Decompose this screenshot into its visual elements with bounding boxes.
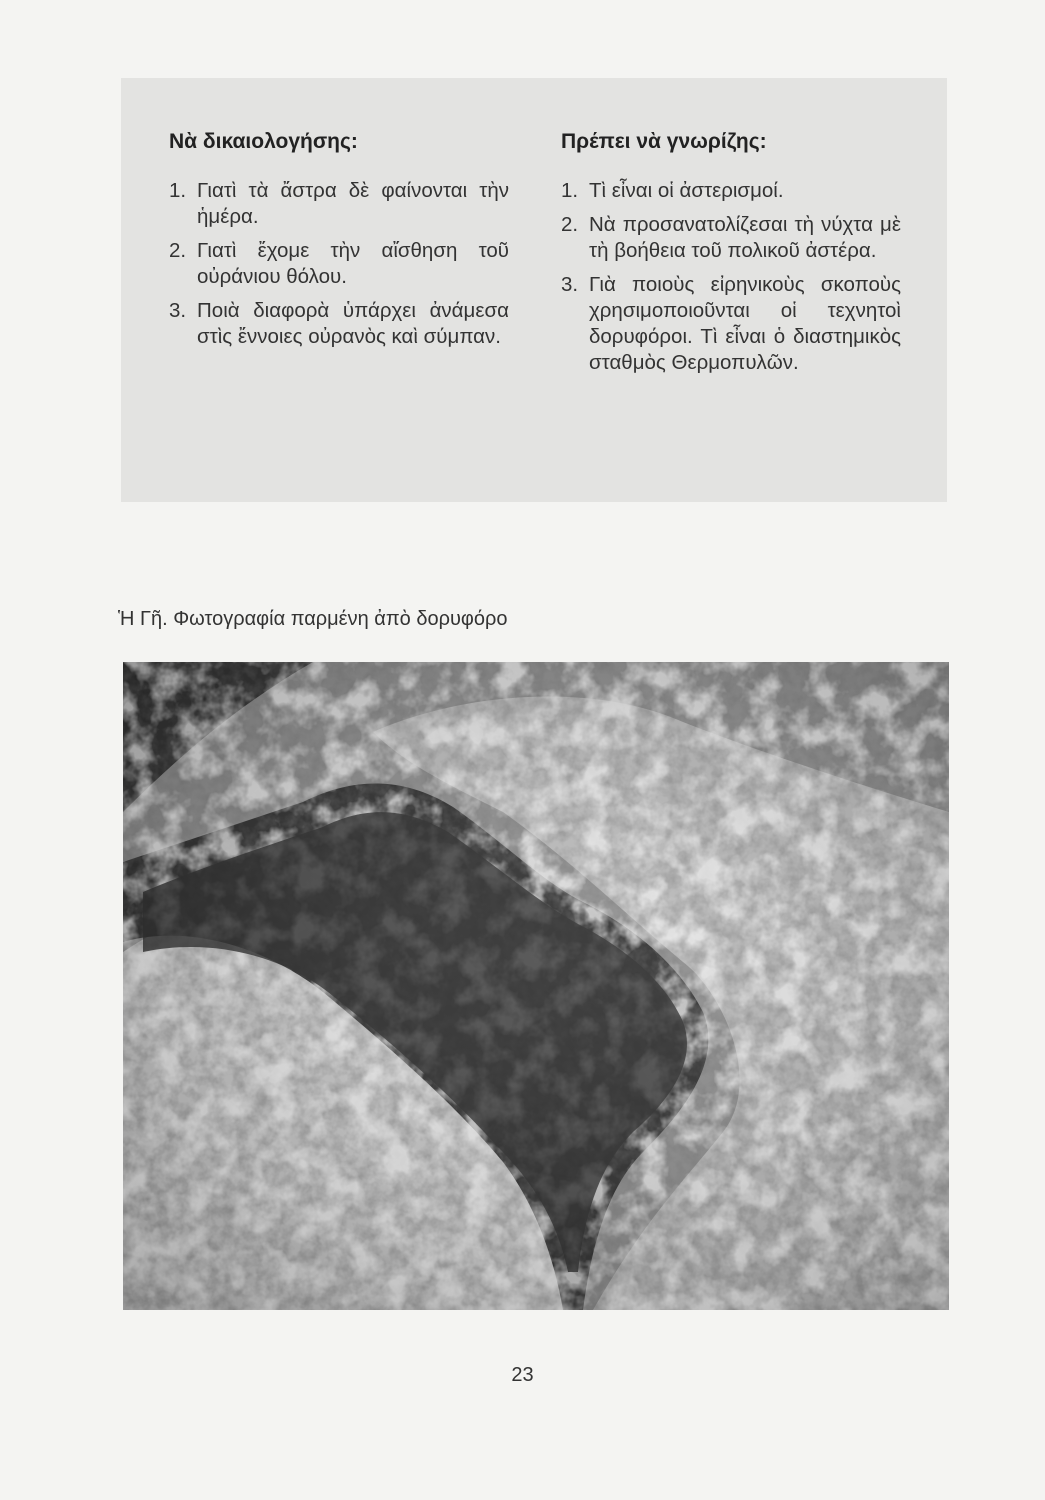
item-text: Νὰ προσανατολίζεσαι τὴ νύχτα μὲ τὴ βοήθεια τοῦ πολικοῦ ἀστέρα. bbox=[589, 213, 901, 262]
item-number: 3. bbox=[169, 299, 187, 322]
list-item bbox=[169, 238, 509, 290]
exercise-box bbox=[121, 78, 947, 502]
photo-caption: Ἡ Γῆ. Φωτογραφία παρμένη ἀπὸ δορυφόρο bbox=[118, 608, 508, 630]
item-text: Γιὰ ποιοὺς εἰρηνικοὺς σκοποὺς χρησιμοποιοῦνται οἱ τεχνητοὶ δορυφόροι. Τὶ εἶναι ὁ διαστημικὸς σταθμὸς Θερμοπυλῶν. bbox=[589, 273, 901, 374]
list-item bbox=[169, 298, 509, 350]
list-item bbox=[169, 178, 509, 230]
item-text: Γιατὶ τὰ ἄστρα δὲ φαίνονται τὴν ἡμέρα. bbox=[197, 179, 509, 228]
list-item bbox=[561, 272, 901, 376]
item-number: 2. bbox=[561, 213, 579, 236]
justify-list bbox=[169, 178, 509, 358]
section-heading-justify: Νὰ δικαιολογήσης: bbox=[169, 130, 358, 153]
page-number: 23 bbox=[511, 1364, 534, 1386]
item-number: 3. bbox=[561, 273, 579, 296]
satellite-earth-photo bbox=[123, 662, 949, 1310]
list-item bbox=[561, 178, 901, 204]
section-heading-know: Πρέπει νὰ γνωρίζης: bbox=[561, 130, 767, 153]
item-text: Ποιὰ διαφορὰ ὑπάρχει ἀνάμεσα στὶς ἔννοιες οὐρανὸς καὶ σύμπαν. bbox=[197, 299, 509, 348]
item-number: 1. bbox=[169, 179, 187, 202]
know-list bbox=[561, 178, 901, 384]
item-number: 1. bbox=[561, 179, 579, 202]
item-text: Τὶ εἶναι οἱ ἀστερισμοί. bbox=[589, 179, 784, 202]
list-item bbox=[561, 212, 901, 264]
item-text: Γιατὶ ἔχομε τὴν αἴσθηση τοῦ οὐράνιου θόλου. bbox=[197, 239, 509, 288]
item-number: 2. bbox=[169, 239, 187, 262]
